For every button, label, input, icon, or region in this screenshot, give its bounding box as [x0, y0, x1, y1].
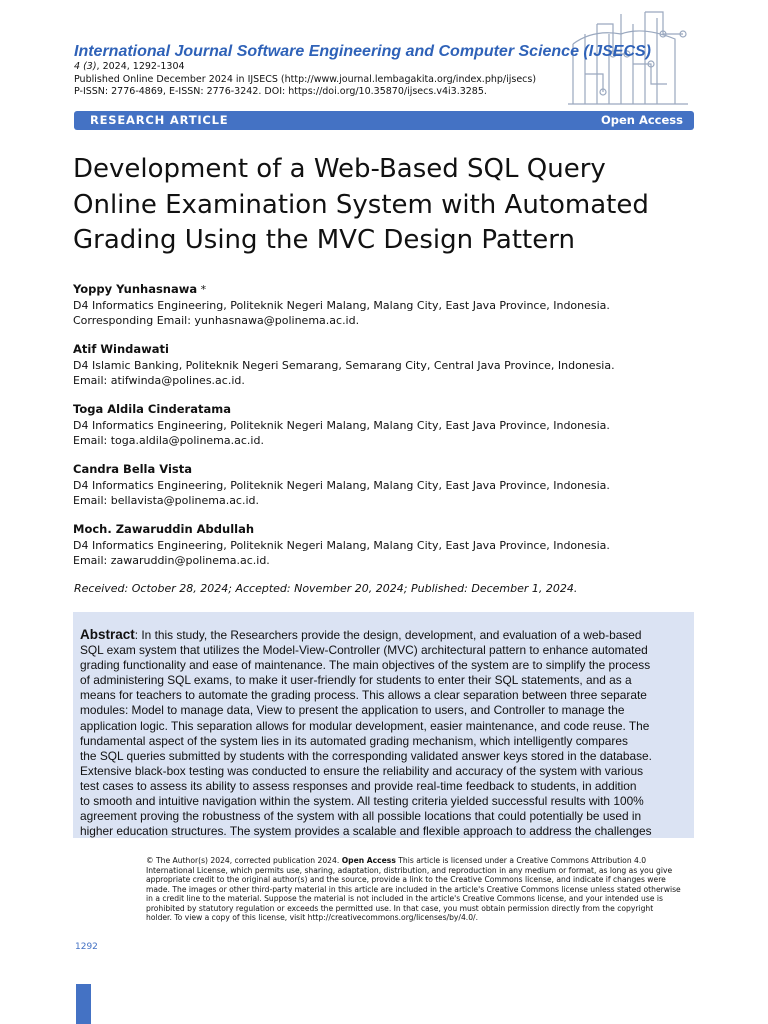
abstract-line: means for teachers to automate the grading process. This allows a clear separation between three separate: [80, 688, 647, 703]
author-email: Email: toga.aldila@polinema.ac.id.: [73, 434, 264, 447]
abstract-line: agreement proving the robustness of the system with all possible locations that could potentially be used in: [80, 809, 642, 824]
abstract-line: grading functionality and ease of maintenance. The main objectives of the system are to simplify the process: [80, 658, 651, 673]
author-email: Email: atifwinda@polines.ac.id.: [73, 374, 245, 387]
abstract-line: SQL exam system that utilizes the Model-View-Controller (MVC) architectural pattern to enhance automated: [80, 643, 648, 658]
abstract-line: modules: Model to manage data, View to present the application to users, and Controller to manage the: [80, 703, 625, 718]
corresponding-marker: *: [200, 283, 207, 296]
article-dates: Received: October 28, 2024; Accepted: November 20, 2024; Published: December 1, 2024.: [74, 582, 578, 595]
abstract-line: test cases to assess its ability to assess responses and provide real-time feedback to students, in addition: [80, 778, 637, 793]
abstract-line: higher education structures. The system provides a scalable and flexible approach to address the challenges: [80, 824, 652, 839]
license-line: holder. To view a copy of this license, visit http://creativecommons.org/licenses/by/4.0/.: [146, 913, 479, 922]
author-block: [73, 342, 713, 389]
published-line: Published Online December 2024 in IJSECS (http://www.journal.lembagakita.org/index.php/ijsecs): [74, 74, 537, 85]
article-type-banner: [74, 111, 694, 130]
abstract-line: to smooth and intuitive navigation within the system. All testing criteria yielded successful results with 100%: [80, 794, 644, 809]
open-access-label: Open Access: [600, 113, 683, 127]
license-line: International License, which permits use, sharing, adaptation, distribution, and reproduction in any medium or format, as long as you give: [146, 865, 673, 875]
abstract-line: of administering SQL exams, to make it user-friendly for students to enter their SQL statements, and as a: [80, 673, 632, 688]
abstract-line: [80, 627, 688, 643]
license-line: in a credit line to the material. Suppose the material is not included in the article's Creative Commons license, and your intended use is: [146, 894, 663, 903]
volume-line: [74, 61, 185, 72]
article-type-label: RESEARCH ARTICLE: [90, 113, 229, 127]
abstract-text: [80, 627, 688, 839]
abstract-line: application logic. This separation allows for modular development, easier maintenance, and code reuse. The: [80, 718, 650, 733]
author-block: [73, 282, 713, 329]
page-side-bar: [76, 984, 91, 1024]
author-name: Yoppy Yunhasnawa: [73, 282, 198, 296]
license-line: prohibited by statutory regulation or exceeds the permitted use. In that case, you must obtain permission directly from the copyright: [146, 903, 654, 913]
license-first-rest: This article is licensed under a Creative Commons Attribution 4.0: [398, 856, 647, 865]
title-line: Grading Using the MVC Design Pattern: [73, 225, 575, 255]
page-number: 1292: [75, 942, 98, 952]
author-affiliation: D4 Informatics Engineering, Politeknik Negeri Malang, Malang City, East Java Province, Indonesia.: [73, 418, 610, 432]
license-line: [146, 856, 698, 866]
abstract-box: [73, 612, 694, 838]
author-email: Email: bellavista@polinema.ac.id.: [73, 494, 260, 507]
abstract-label: Abstract: [80, 627, 135, 642]
abstract-line: fundamental aspect of the system lies in its automated grading mechanism, which intelligently compares: [80, 733, 628, 748]
author-block: [73, 522, 713, 569]
author-block: [73, 462, 713, 509]
issn-doi-line: P-ISSN: 2776-4869, E-ISSN: 2776-3242. DOI: https://doi.org/10.35870/ijsecs.v4i3.3285.: [74, 86, 487, 97]
author-name: Moch. Zawaruddin Abdullah: [73, 522, 255, 536]
paper-title: [73, 152, 713, 259]
abstract-first-line: : In this study, the Researchers provide the design, development, and evaluation of a web-based: [134, 628, 642, 642]
title-line: Online Examination System with Automated: [73, 189, 649, 220]
license-line: made. The images or other third-party material in this article are included in the article's Creative Commons license unless stated otherwise: [146, 884, 681, 894]
author-affiliation: D4 Islamic Banking, Politeknik Negeri Semarang, Semarang City, Central Java Province, Indonesia.: [73, 358, 615, 372]
author-block: [73, 402, 713, 449]
abstract-line: the SQL queries submitted by students with the corresponding validated answer keys stored in the database.: [80, 748, 652, 763]
abstract-line: Extensive black-box testing was conducted to ensure the reliability and accuracy of the system with various: [80, 763, 644, 778]
volume-issue: 4 (3): [74, 61, 97, 72]
author-email: Email: zawaruddin@polinema.ac.id.: [73, 554, 270, 567]
open-access-bold: Open Access: [341, 856, 396, 865]
year-pages: , 2024, 1292-1304: [96, 61, 185, 72]
journal-title: International Journal Software Engineering and Computer Science (IJSECS): [74, 43, 651, 60]
author-name: Toga Aldila Cinderatama: [73, 402, 231, 416]
author-affiliation: D4 Informatics Engineering, Politeknik Negeri Malang, Malang City, East Java Province, Indonesia.: [73, 298, 610, 312]
author-affiliation: D4 Informatics Engineering, Politeknik Negeri Malang, Malang City, East Java Province, Indonesia.: [73, 478, 610, 492]
license-line: appropriate credit to the original author(s) and the source, provide a link to the Creative Commons license, and indicate if changes were: [146, 875, 666, 884]
author-affiliation: D4 Informatics Engineering, Politeknik Negeri Malang, Malang City, East Java Province, Indonesia.: [73, 538, 610, 552]
license-lead: © The Author(s) 2024, corrected publication 2024.: [146, 856, 340, 865]
license-notice: [146, 856, 698, 923]
author-name: Candra Bella Vista: [73, 462, 193, 476]
title-line: Development of a Web-Based SQL Query: [73, 154, 606, 184]
author-email: Corresponding Email: yunhasnawa@polinema.ac.id.: [73, 314, 360, 327]
author-name: Atif Windawati: [73, 342, 169, 356]
